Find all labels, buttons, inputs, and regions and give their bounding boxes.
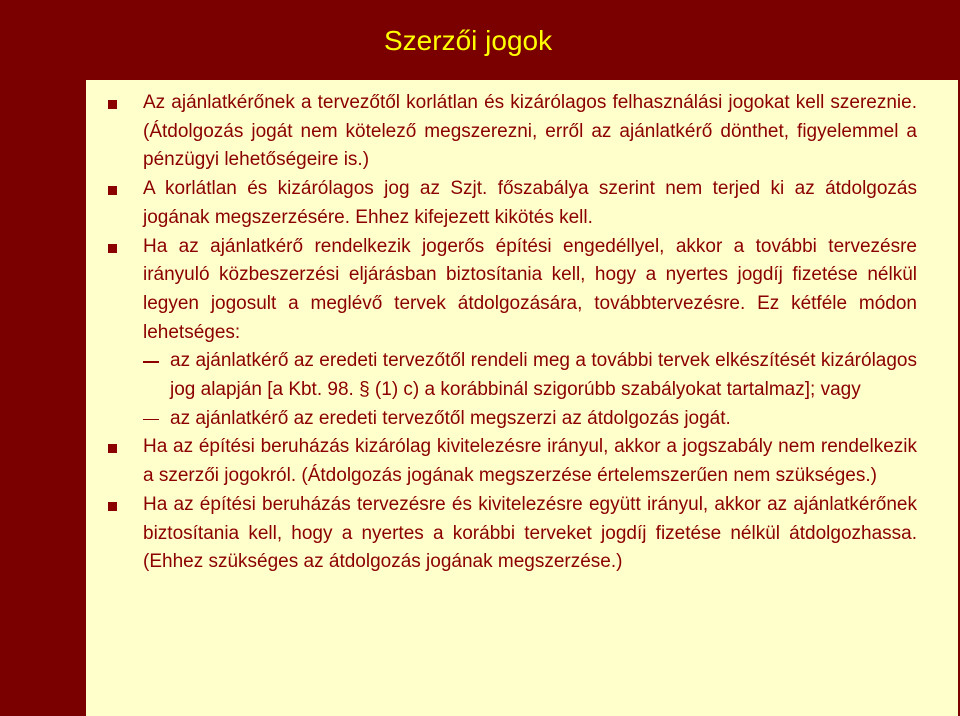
square-bullet-icon [108,244,117,253]
bullet-text: A korlátlan és kizárólagos jog az Szjt. főszabálya szerint nem terjed ki az átdolgozás jogának megszerzésére. Ehhez kifejezett kikötés kell. [143,178,917,228]
bullet-item-2 [143,175,917,232]
square-bullet-icon [108,444,117,453]
dash-bullet-icon [143,361,159,363]
sub-item-text: az ajánlatkérő az eredeti tervezőtől rendeli meg a további tervek elkészítését kizárólagos jog alapján [a Kbt. 98. § (1) c) a korábbinál szigorúbb szabályokat tartalmaz]; vagy [170,350,917,401]
bullet-item-5 [143,491,917,577]
square-bullet-icon [108,186,117,195]
square-bullet-icon [108,100,117,109]
bullet-text: Ha az építési beruházás tervezésre és kivitelezésre együtt irányul, akkor az ajánlatkérőnek biztosítania kell, hogy a nyertes a korábbi terveket jogdíj fizetése nélkül átdolgozhassa. (Ehhez szükséges az átdolgozás jogának megszerzése.) [143,493,917,573]
square-bullet-icon [108,502,117,511]
bullet-text: Ha az ajánlatkérő rendelkezik jogerős építési engedéllyel, akkor a további tervezésre irányuló közbeszerzési eljárásban biztosítania kell, hogy a nyertes jogdíj fizetése nélkül legyen jogosult a meglévő tervek átdolgozására, továbbtervezésre. Ez kétféle módon lehetséges: [143,235,917,343]
sub-item-2 [143,405,917,434]
slide-title: Szerzői jogok [384,25,553,56]
bullet-item-4 [143,433,917,490]
sub-item-text: az ajánlatkérő az eredeti tervezőtől megszerzi az átdolgozás jogát. [170,407,731,429]
bullet-text: Az ajánlatkérőnek a tervezőtől korlátlan és kizárólagos felhasználási jogokat kell szereznie. (Átdolgozás jogát nem kötelező megszerezni, erről az ajánlatkérő dönthet, figyelemmel a pénzügyi lehetőségeire is.) [143,92,917,171]
bullet-item-1 [143,89,917,175]
bullet-item-3 [143,233,917,348]
dash-bullet-icon [143,419,159,421]
bullet-text: Ha az építési beruházás kizárólag kivitelezésre irányul, akkor a jogszabály nem rendelkezik a szerzői jogokról. (Átdolgozás jogának megszerzése értelemszerűen nem szükséges.) [143,436,917,487]
slide-content [143,89,917,577]
sub-item-1 [143,347,917,404]
